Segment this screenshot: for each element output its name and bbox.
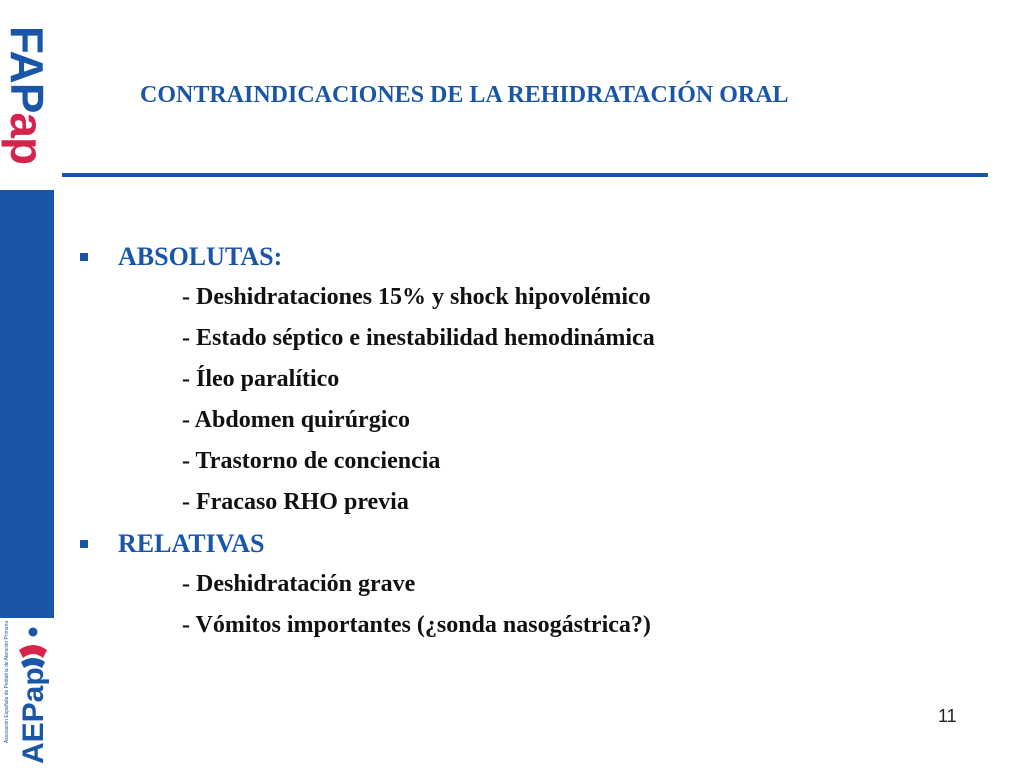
list-item: - Vómitos importantes (¿sonda nasogástrica?) <box>182 612 651 638</box>
section-heading-absolutas <box>80 236 980 277</box>
section-heading-relativas <box>80 523 980 564</box>
bullet-icon <box>80 253 88 261</box>
slide-title: CONTRAINDICACIONES DE LA REHIDRATACIÓN ORAL <box>140 82 789 108</box>
aepap-logo <box>0 618 54 768</box>
fapap-logo-caps: FAP <box>1 25 53 113</box>
list-item: - Abdomen quirúrgico <box>182 407 411 433</box>
list-item: - Deshidratación grave <box>182 571 416 597</box>
page-number: 11 <box>938 706 957 726</box>
section-heading-label: RELATIVAS <box>118 528 265 558</box>
list-item: - Trastorno de conciencia <box>182 448 441 474</box>
fapap-logo-lower: ap <box>1 112 53 165</box>
aepap-logo-mark <box>12 618 54 768</box>
list-item: - Deshidrataciones 15% y shock hipovolémico <box>182 284 651 310</box>
list-item: - Estado séptico e inestabilidad hemodinámica <box>182 325 655 351</box>
aepap-logo-caption: Asociación Española de Pediatría de Atención Primaria <box>4 620 11 744</box>
bullet-icon <box>80 540 88 548</box>
aepap-logo-icon <box>13 618 53 768</box>
list-item: - Fracaso RHO previa <box>182 489 409 515</box>
content-list <box>80 236 980 646</box>
section-heading-label: ABSOLUTAS: <box>118 241 283 271</box>
fapap-logo <box>0 0 54 190</box>
list-item: - Íleo paralítico <box>182 366 340 392</box>
title-divider <box>62 173 988 177</box>
aepap-logo-text: AEPap <box>17 667 50 764</box>
sidebar-band <box>0 190 54 618</box>
